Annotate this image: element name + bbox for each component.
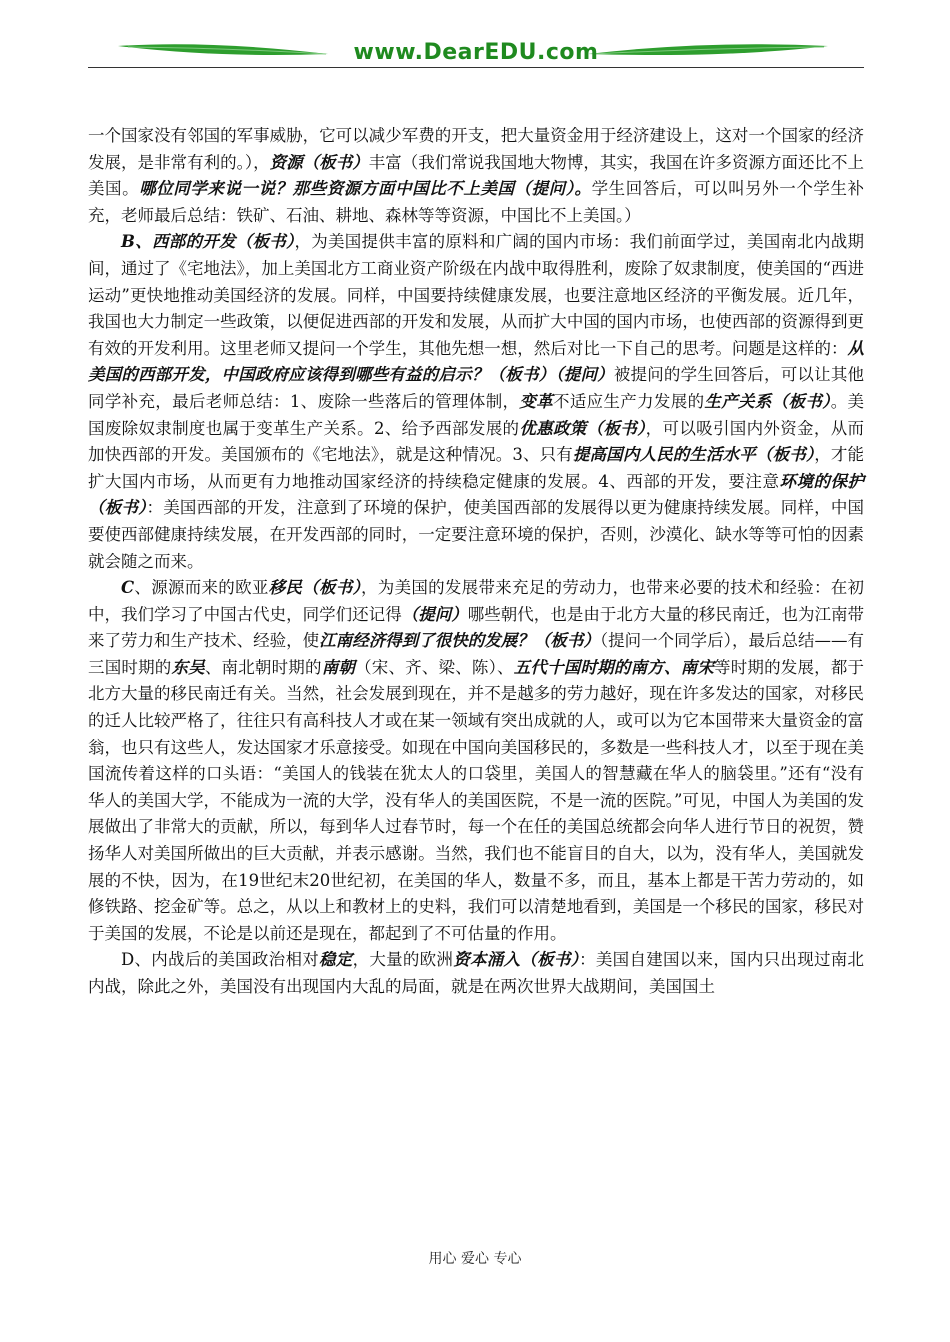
emphasized-text: 南朝 — [321, 657, 356, 677]
emphasized-text: 移民（板书） — [268, 578, 362, 598]
body-paragraph — [88, 947, 864, 1000]
paragraph-text: ，可以吸引国内外资金，从而加快西部的开发。美国颁布的《宅地法》，就是这种情况。3、只有 — [88, 418, 865, 465]
site-header — [88, 32, 864, 72]
emphasized-text: 江南经济得到了很快的发展？（板书） — [319, 631, 600, 651]
paragraph-text: （宋、齐、梁、陈）、 — [355, 657, 514, 677]
emphasized-text: C — [121, 578, 135, 598]
header-divider — [88, 67, 864, 68]
emphasized-text: 变革 — [519, 391, 553, 411]
body-paragraph — [88, 123, 864, 229]
site-logo-text[interactable]: www.DearEDU.com — [353, 40, 599, 65]
paragraph-text: 、南北朝时期的 — [204, 657, 322, 677]
paragraph-text: ，为美国的发展带来充足的劳动力，也带来必要的技术和经验：在初中，我们学习了中国古代史，同学们还记得 — [88, 578, 865, 624]
paragraph-text: 等时期的发展，都于北方大量的移民南迁有关。当然，社会发展到现在，并不是越多的劳力越好，现在许多发达的国家，对移民的迁人比较严格了，往往只有高科技人才或在某一领域有突出成就的人，或可以为它本国带来大量资金的富翁，也只有这些人，发达国家才乐意接受。如现在中国向美国移民的，多数是一些科技人才，以至于现在美国流传着这样的口头语：“美国人的钱装在犹太人的口袋里，美国人的智慧藏在华人的脑袋里。”还有“没有华人的美国大学，不能成为一流的大学，没有华人的美国医院，不是一流的医院。”可见，中国人为美国的发展做出了非常大的贡献，所以，每到华人过春节时，每一个在任的美国总统都会向华人进行节日的祝贺，赞扬华人对美国所做出的巨大贡献，并表示感谢。当然，我们也不能盲目的自大，以为，没有华人，美国就发展的不快，因为，在19世纪末20世纪初，在美国的华人，数量不多，而且，基本上都是干苦力劳动的，如修铁路、挖金矿等。总之，从以上和教材上的史料，我们可以清楚地看到，美国是一个移民的国家，移民对于美国的发展，不论是以前还是现在，都起到了不可估量的作用。 — [88, 657, 865, 943]
emphasized-text: 资本涌入（板书） — [453, 950, 580, 970]
body-paragraph — [88, 229, 864, 575]
emphasized-text: （提问） — [401, 604, 468, 624]
paragraph-text: ，为美国提供丰富的原料和广阔的国内市场：我们前面学过，美国南北内战期间，通过了《宅地法》，加上美国北方工商业资产阶级在内战中取得胜利，废除了奴隶制度，使美国的“西进运动”更快地推动美国经济的发展。同样，中国要持续健康发展，也要注意地区经济的平衡发展。近几年，我国也大力制定一些政策，以便促进西部的开发和发展，从而扩大中国的国内市场，也使西部的资源得到更有效的开发利用。这里老师又提问一个学生，其他先想一想，然后对比一下自己的思考。问题是这样的： — [88, 232, 865, 358]
paragraph-text: ：美国西部的开发，注意到了环境的保护，使美国西部的发展得以更为健康持续发展。同样，中国要使西部健康持续发展，在开发西部的同时，一定要注意环境的保护，否则，沙漠化、缺水等等可怕的因素就会随之而来。 — [88, 498, 865, 571]
emphasized-text: 资源（板书） — [269, 152, 369, 172]
body-paragraph — [88, 575, 864, 947]
emphasized-text: B、西部的开发（板书） — [121, 232, 295, 252]
emphasized-text: 从美国的西部开发，中国政府应该得到哪些有益的启示？（板书）（提问） — [88, 338, 864, 385]
emphasized-text: 生产关系（板书） — [704, 391, 831, 411]
emphasized-text: 东吴 — [171, 657, 205, 677]
paragraph-text: D、内战后的美国政治相对 — [121, 950, 320, 970]
emphasized-text: 哪位同学来说一说？那些资源方面中国比不上美国（提问）。 — [139, 179, 592, 199]
emphasized-text: 稳定 — [319, 950, 353, 970]
emphasized-text: 环境的保护（板书） — [88, 471, 865, 518]
emphasized-text: 五代十国时期的南方、南宋 — [513, 657, 715, 677]
page-footer: 用心 爱心 专心 — [428, 1251, 522, 1267]
paragraph-text: （提问一个同学后），最后总结——有三国时期的 — [88, 631, 865, 677]
emphasized-text: 提高国内人民的生活水平（板书） — [572, 445, 815, 465]
paragraph-text: ：美国自建国以来，国内只出现过南北内战，除此之外，美国没有出现国内大乱的局面，就是在两次世界大战期间，美国国土 — [88, 950, 865, 996]
paragraph-text: 。美国废除奴隶制度也属于变革生产关系。2、给予西部发展的 — [88, 391, 865, 438]
paragraph-text: 、源源而来的欧亚 — [134, 578, 269, 598]
paragraph-text: 不适应生产力发展的 — [553, 391, 705, 411]
paragraph-text: ，才能扩大国内市场，从而更有力地推动国家经济的持续稳定健康的发展。4、西部的开发，要注意 — [88, 445, 865, 491]
paragraph-text: 哪些朝代，也是由于北方大量的移民南迁，也为江南带来了劳力和生产技术、经验，使 — [88, 604, 865, 651]
paragraph-text: 一个国家没有邻国的军事威胁，它可以减少军费的开支，把大量资金用于经济建设上，这对一个国家的经济发展，是非常有利的。）， — [88, 126, 864, 172]
paragraph-text: 丰富（我们常说我国地大物博，其实，我国在许多资源方面还比不上美国。 — [88, 152, 865, 199]
document-body — [88, 123, 864, 1001]
paragraph-text: ，大量的欧洲 — [352, 950, 454, 970]
paragraph-text: 被提问的学生回答后，可以让其他同学补充，最后老师总结：1、废除一些落后的管理体制， — [88, 365, 865, 411]
paragraph-text: 学生回答后，可以叫另外一个学生补充，老师最后总结：铁矿、石油、耕地、森林等等资源，中国比不上美国。） — [88, 179, 865, 225]
emphasized-text: 优惠政策（板书） — [519, 418, 646, 438]
